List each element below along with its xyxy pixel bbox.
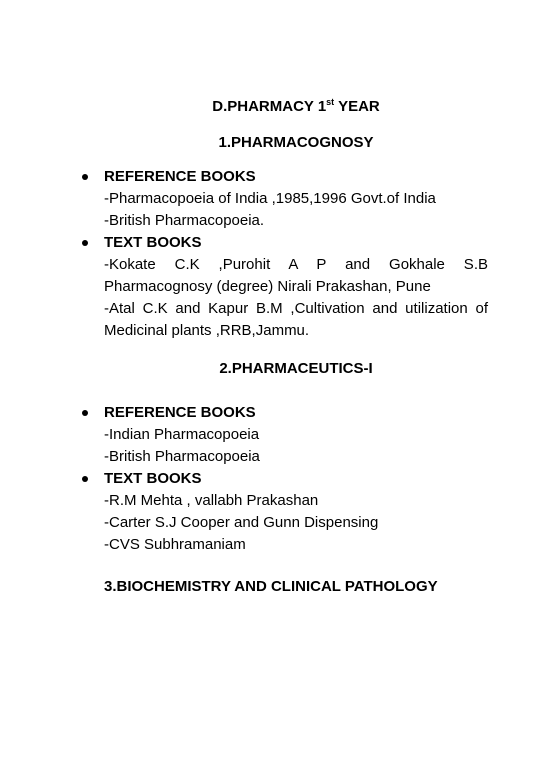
title-superscript: st bbox=[326, 97, 335, 107]
group-label bbox=[104, 232, 488, 254]
document-title bbox=[104, 96, 488, 118]
section-heading-pharmacognosy: 1.PHARMACOGNOSY bbox=[218, 134, 374, 151]
group-label-text: REFERENCE BOOKS bbox=[104, 168, 256, 185]
book-entry: -British Pharmacopoeia. bbox=[104, 212, 265, 229]
title-main: D.PHARMACY 1 bbox=[212, 98, 327, 115]
page-content bbox=[104, 96, 488, 610]
section-heading-pharmaceutics: 2.PHARMACEUTICS-I bbox=[219, 360, 373, 377]
group-label bbox=[104, 468, 488, 490]
group-label-text: TEXT BOOKS bbox=[104, 470, 202, 487]
book-entry: -Pharmacopoeia of India ,1985,1996 Govt.of India bbox=[104, 190, 436, 207]
reference-books-group bbox=[104, 402, 488, 468]
book-entry: -Atal C.K and Kapur B.M ,Cultivation and utilization of Medicinal plants ,RRB,Jammu. bbox=[104, 300, 488, 339]
bullet-icon bbox=[82, 410, 88, 416]
book-entry: -Indian Pharmacopoeia bbox=[104, 426, 260, 443]
group-label bbox=[104, 166, 488, 188]
title-tail: YEAR bbox=[334, 98, 380, 115]
group-label bbox=[104, 402, 488, 424]
group-label-text: REFERENCE BOOKS bbox=[104, 404, 256, 421]
book-entry: -R.M Mehta , vallabh Prakashan bbox=[104, 492, 319, 509]
book-entry: -Kokate C.K ,Purohit A P and Gokhale S.B Pharmacognosy (degree) Nirali Prakashan, Pune bbox=[104, 256, 488, 295]
book-entry: -CVS Subhramaniam bbox=[104, 536, 246, 553]
text-books-group bbox=[104, 232, 488, 342]
book-entry: -British Pharmacopoeia bbox=[104, 448, 260, 465]
bullet-icon bbox=[82, 174, 88, 180]
group-label-text: TEXT BOOKS bbox=[104, 234, 202, 251]
reference-books-group bbox=[104, 166, 488, 232]
bullet-icon bbox=[82, 240, 88, 246]
text-books-group bbox=[104, 468, 488, 556]
bullet-icon bbox=[82, 476, 88, 482]
book-entry: -Carter S.J Cooper and Gunn Dispensing bbox=[104, 514, 379, 531]
section-heading-biochemistry: 3.BIOCHEMISTRY AND CLINICAL PATHOLOGY bbox=[104, 578, 438, 595]
